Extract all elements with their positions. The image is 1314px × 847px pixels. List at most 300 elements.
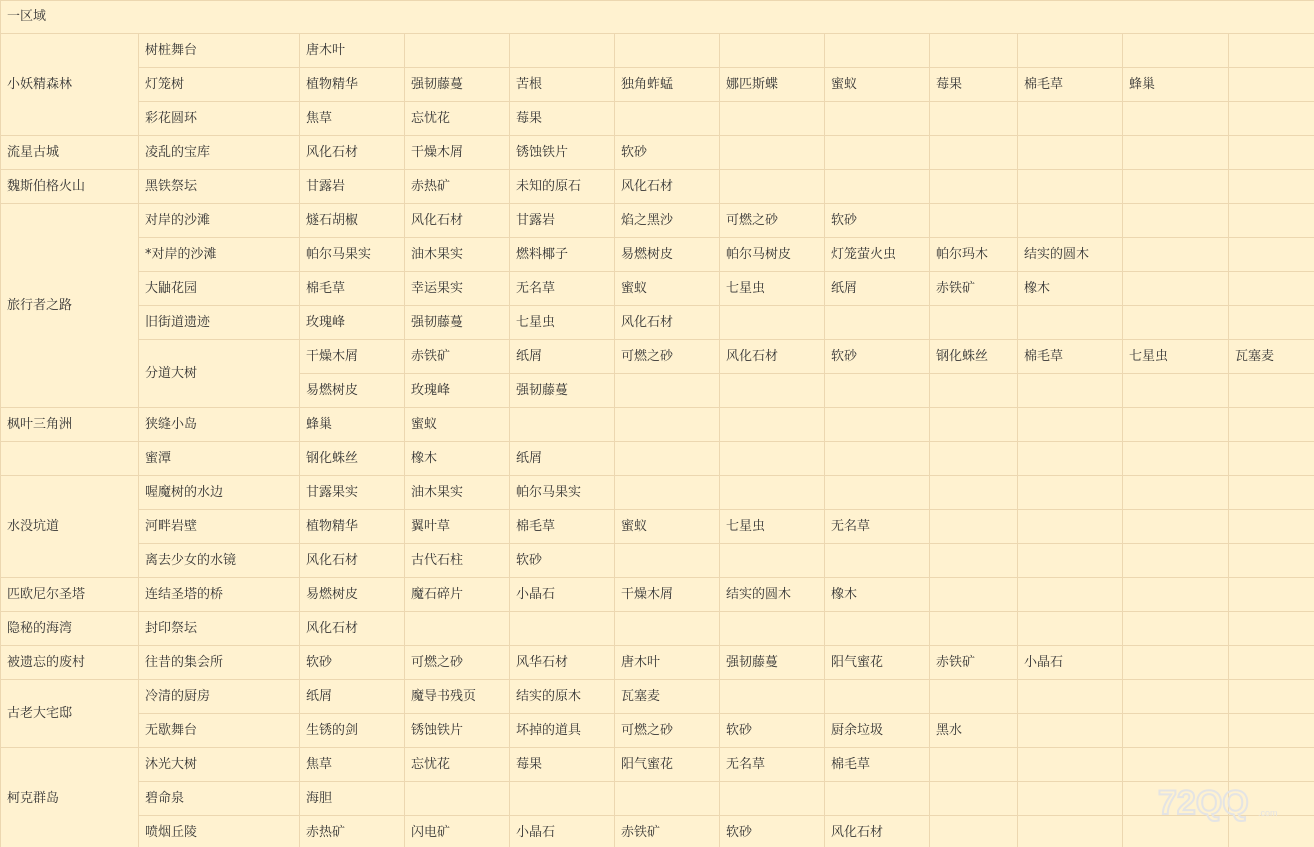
material-cell [720, 408, 825, 442]
material-cell [1123, 544, 1229, 578]
material-cell [930, 748, 1018, 782]
material-cell [930, 374, 1018, 408]
material-cell: 黑水 [930, 714, 1018, 748]
region-cell: 被遗忘的废村 [1, 646, 139, 680]
material-cell: 植物精华 [300, 510, 405, 544]
material-cell: 软砂 [825, 340, 930, 374]
material-cell [930, 476, 1018, 510]
material-cell: 无名草 [720, 748, 825, 782]
material-cell [720, 476, 825, 510]
material-cell [1018, 782, 1123, 816]
material-cell [720, 782, 825, 816]
material-cell [1229, 816, 1314, 847]
region-cell: 柯克群岛 [1, 748, 139, 847]
material-cell: 唐木叶 [300, 34, 405, 68]
material-cell [510, 34, 615, 68]
material-cell: 蜜蚁 [615, 272, 720, 306]
material-cell [930, 578, 1018, 612]
location-cell: 彩花圆环 [139, 102, 300, 136]
material-cell [1018, 816, 1123, 847]
material-cell: 阳气蜜花 [825, 646, 930, 680]
material-cell: 结实的圆木 [1018, 238, 1123, 272]
table-row [1, 578, 1314, 612]
material-cell [615, 34, 720, 68]
material-cell [1229, 374, 1314, 408]
material-cell [1018, 748, 1123, 782]
material-cell [720, 680, 825, 714]
material-cell: 魔石碎片 [405, 578, 510, 612]
table-row [1, 782, 1314, 816]
material-cell: 可燃之砂 [405, 646, 510, 680]
material-cell: 厨余垃圾 [825, 714, 930, 748]
material-cell [1229, 272, 1314, 306]
material-cell [1123, 578, 1229, 612]
material-cell [1018, 714, 1123, 748]
material-cell [720, 34, 825, 68]
material-cell: 锈蚀铁片 [510, 136, 615, 170]
material-cell: 赤铁矿 [615, 816, 720, 847]
location-cell: 沐光大树 [139, 748, 300, 782]
material-cell: 甘露果实 [300, 476, 405, 510]
material-cell: 闪电矿 [405, 816, 510, 847]
material-cell [1229, 408, 1314, 442]
location-cell: 无歇舞台 [139, 714, 300, 748]
material-cell: 易燃树皮 [615, 238, 720, 272]
material-cell [1229, 102, 1314, 136]
material-cell: 帕尔玛木 [930, 238, 1018, 272]
material-cell: 未知的原石 [510, 170, 615, 204]
material-cell: 强韧藤蔓 [510, 374, 615, 408]
material-cell: 古代石柱 [405, 544, 510, 578]
material-cell: 风化石材 [300, 136, 405, 170]
material-cell [930, 442, 1018, 476]
material-cell [1229, 306, 1314, 340]
table-row [1, 680, 1314, 714]
material-cell [1123, 272, 1229, 306]
region-cell: 流星古城 [1, 136, 139, 170]
material-cell [1018, 544, 1123, 578]
material-cell [825, 306, 930, 340]
location-cell: 往昔的集会所 [139, 646, 300, 680]
table-row [1, 816, 1314, 847]
material-cell: 魔导书残页 [405, 680, 510, 714]
table-row [1, 68, 1314, 102]
material-cell: 棉毛草 [1018, 68, 1123, 102]
material-cell: 易燃树皮 [300, 374, 405, 408]
watermark-subtext: .com [1258, 808, 1278, 818]
region-cell: 匹欧尼尔圣塔 [1, 578, 139, 612]
material-cell: 风化石材 [720, 340, 825, 374]
table-title: 一区域 [1, 1, 1314, 34]
material-cell [1123, 442, 1229, 476]
material-cell: 帕尔马树皮 [720, 238, 825, 272]
material-cell [615, 612, 720, 646]
material-cell [1229, 612, 1314, 646]
material-cell [1229, 714, 1314, 748]
material-cell [1018, 476, 1123, 510]
material-cell: 玫瑰峰 [405, 374, 510, 408]
material-cell [720, 442, 825, 476]
title-row [1, 1, 1314, 34]
material-cell: 风化石材 [615, 306, 720, 340]
location-cell: 冷清的厨房 [139, 680, 300, 714]
location-cell: 树桩舞台 [139, 34, 300, 68]
material-cell: 坏掉的道具 [510, 714, 615, 748]
material-cell [1123, 714, 1229, 748]
material-cell [1018, 374, 1123, 408]
material-cell: 蜂巢 [1123, 68, 1229, 102]
material-cell: 可燃之砂 [720, 204, 825, 238]
material-cell [930, 816, 1018, 847]
material-cell [1018, 204, 1123, 238]
material-cell: 钢化蛛丝 [300, 442, 405, 476]
material-cell: 幸运果实 [405, 272, 510, 306]
material-cell [1123, 238, 1229, 272]
material-cell: 可燃之砂 [615, 340, 720, 374]
material-cell [1229, 204, 1314, 238]
material-cell [825, 102, 930, 136]
material-cell: 干燥木屑 [300, 340, 405, 374]
material-cell [405, 612, 510, 646]
material-cell: 莓果 [930, 68, 1018, 102]
material-cell [825, 374, 930, 408]
material-cell [1018, 612, 1123, 646]
material-cell: 纸屑 [825, 272, 930, 306]
material-cell [1229, 510, 1314, 544]
material-cell [1123, 782, 1229, 816]
table-row [1, 748, 1314, 782]
material-cell: 强韧藤蔓 [720, 646, 825, 680]
location-cell: 离去少女的水镜 [139, 544, 300, 578]
material-cell: 玫瑰峰 [300, 306, 405, 340]
material-cell [1123, 510, 1229, 544]
material-cell: 瓦塞麦 [1229, 340, 1314, 374]
material-cell [825, 442, 930, 476]
material-cell: 苦根 [510, 68, 615, 102]
material-cell [930, 612, 1018, 646]
table-row [1, 102, 1314, 136]
material-cell [1229, 238, 1314, 272]
material-cell [720, 612, 825, 646]
table-row [1, 646, 1314, 680]
material-cell [1229, 578, 1314, 612]
material-cell [1123, 612, 1229, 646]
location-cell: 河畔岩壁 [139, 510, 300, 544]
location-cell: 黑铁祭坛 [139, 170, 300, 204]
material-cell: 风化石材 [615, 170, 720, 204]
material-cell: 风化石材 [405, 204, 510, 238]
material-cell [615, 408, 720, 442]
material-cell [825, 544, 930, 578]
material-cell: 七星虫 [510, 306, 615, 340]
region-cell: 旅行者之路 [1, 204, 139, 408]
material-cell: 帕尔马果实 [300, 238, 405, 272]
material-cell: 焦草 [300, 748, 405, 782]
material-cell: 干燥木屑 [405, 136, 510, 170]
material-cell: 瓦塞麦 [615, 680, 720, 714]
region-cell: 魏斯伯格火山 [1, 170, 139, 204]
material-cell [930, 306, 1018, 340]
material-cell: 赤热矿 [300, 816, 405, 847]
material-cell [825, 680, 930, 714]
material-cell: 灯笼萤火虫 [825, 238, 930, 272]
table-body [1, 1, 1314, 847]
material-cell [1123, 408, 1229, 442]
material-cell: 纸屑 [300, 680, 405, 714]
material-cell [930, 408, 1018, 442]
material-cell: 无名草 [825, 510, 930, 544]
material-cell: 小晶石 [510, 578, 615, 612]
table-row [1, 34, 1314, 68]
material-cell [615, 442, 720, 476]
location-cell: 大鼬花园 [139, 272, 300, 306]
material-cell: 干燥木屑 [615, 578, 720, 612]
material-cell [825, 136, 930, 170]
material-cell: 生锈的剑 [300, 714, 405, 748]
material-cell [825, 476, 930, 510]
region-cell: 小妖精森林 [1, 34, 139, 136]
material-cell: 钢化蛛丝 [930, 340, 1018, 374]
material-cell [1229, 136, 1314, 170]
location-cell: 连结圣塔的桥 [139, 578, 300, 612]
material-cell [1123, 374, 1229, 408]
material-cell [1229, 748, 1314, 782]
table-row [1, 272, 1314, 306]
material-cell: 忘忧花 [405, 102, 510, 136]
material-cell [720, 136, 825, 170]
material-cell [1018, 578, 1123, 612]
material-cell [930, 544, 1018, 578]
material-cell [720, 374, 825, 408]
material-cell: 风化石材 [825, 816, 930, 847]
material-cell [720, 544, 825, 578]
material-cell [825, 782, 930, 816]
material-cell: 强韧藤蔓 [405, 306, 510, 340]
material-cell: 七星虫 [720, 510, 825, 544]
table-row [1, 544, 1314, 578]
material-cell [1018, 34, 1123, 68]
table-row [1, 238, 1314, 272]
material-cell [1018, 680, 1123, 714]
material-cell: 蜜蚁 [825, 68, 930, 102]
material-cell: 结实的圆木 [720, 578, 825, 612]
table-row [1, 306, 1314, 340]
material-cell [1123, 136, 1229, 170]
table-row [1, 442, 1314, 476]
material-cell [720, 170, 825, 204]
table-row [1, 204, 1314, 238]
material-cell: 翼叶草 [405, 510, 510, 544]
material-cell: 燧石胡椒 [300, 204, 405, 238]
material-cell: 风化石材 [300, 544, 405, 578]
material-cell: 帕尔马果实 [510, 476, 615, 510]
material-cell: 橡木 [405, 442, 510, 476]
material-cell [1229, 646, 1314, 680]
material-cell [930, 782, 1018, 816]
location-cell: 分道大树 [139, 340, 300, 408]
material-cell [405, 782, 510, 816]
material-cell [615, 102, 720, 136]
material-cell [930, 204, 1018, 238]
material-cell: 软砂 [510, 544, 615, 578]
material-cell: 橡木 [825, 578, 930, 612]
material-cell: 棉毛草 [510, 510, 615, 544]
material-cell [510, 408, 615, 442]
material-cell: 小晶石 [510, 816, 615, 847]
location-cell: *对岸的沙滩 [139, 238, 300, 272]
location-cell: 凌乱的宝库 [139, 136, 300, 170]
material-cell [930, 102, 1018, 136]
material-cell [1123, 170, 1229, 204]
material-cell [1018, 136, 1123, 170]
material-cell: 阳气蜜花 [615, 748, 720, 782]
material-cell [1123, 102, 1229, 136]
material-cell [1018, 510, 1123, 544]
material-cell: 油木果实 [405, 238, 510, 272]
material-cell: 赤热矿 [405, 170, 510, 204]
material-cell: 甘露岩 [300, 170, 405, 204]
material-cell [1229, 782, 1314, 816]
material-cell: 软砂 [825, 204, 930, 238]
material-cell [1018, 102, 1123, 136]
material-cell: 蜂巢 [300, 408, 405, 442]
material-cell: 娜匹斯蝶 [720, 68, 825, 102]
material-cell: 可燃之砂 [615, 714, 720, 748]
material-cell: 纸屑 [510, 442, 615, 476]
material-cell [1123, 680, 1229, 714]
material-cell [1018, 170, 1123, 204]
material-cell: 软砂 [720, 816, 825, 847]
material-cell [825, 612, 930, 646]
material-cell [510, 612, 615, 646]
watermark-text: 72QQ [1158, 784, 1249, 822]
material-cell: 棉毛草 [1018, 340, 1123, 374]
material-cell: 七星虫 [1123, 340, 1229, 374]
material-cell [615, 544, 720, 578]
material-cell: 无名草 [510, 272, 615, 306]
material-cell: 风化石材 [300, 612, 405, 646]
material-cell: 海胆 [300, 782, 405, 816]
location-cell: 喔魔树的水边 [139, 476, 300, 510]
material-cell: 纸屑 [510, 340, 615, 374]
table-row [1, 170, 1314, 204]
location-cell: 喷烟丘陵 [139, 816, 300, 847]
material-cell [930, 680, 1018, 714]
table-row [1, 714, 1314, 748]
location-cell: 蜜潭 [139, 442, 300, 476]
material-cell: 莓果 [510, 748, 615, 782]
material-cell: 蜜蚁 [405, 408, 510, 442]
material-cell: 赤铁矿 [930, 646, 1018, 680]
material-cell [1229, 544, 1314, 578]
material-cell [615, 476, 720, 510]
table-row [1, 136, 1314, 170]
material-cell: 忘忧花 [405, 748, 510, 782]
location-cell: 灯笼树 [139, 68, 300, 102]
material-cell [1123, 816, 1229, 847]
material-cell [1229, 442, 1314, 476]
material-cell: 橡木 [1018, 272, 1123, 306]
material-cell: 焰之黑沙 [615, 204, 720, 238]
material-cell [510, 782, 615, 816]
region-cell: 水没坑道 [1, 476, 139, 578]
material-cell [825, 408, 930, 442]
material-cell: 七星虫 [720, 272, 825, 306]
region-cell: 古老大宅邸 [1, 680, 139, 748]
material-cell [1123, 306, 1229, 340]
material-cell [930, 136, 1018, 170]
material-cell: 易燃树皮 [300, 578, 405, 612]
material-cell: 独角蚱蜢 [615, 68, 720, 102]
table-row [1, 510, 1314, 544]
location-cell: 碧命泉 [139, 782, 300, 816]
material-cell: 焦草 [300, 102, 405, 136]
material-cell [1123, 34, 1229, 68]
material-cell: 植物精华 [300, 68, 405, 102]
material-cell [930, 170, 1018, 204]
material-cell: 锈蚀铁片 [405, 714, 510, 748]
material-cell [1123, 204, 1229, 238]
material-cell: 甘露岩 [510, 204, 615, 238]
material-cell: 软砂 [720, 714, 825, 748]
location-cell: 旧街道遗迹 [139, 306, 300, 340]
material-cell [825, 34, 930, 68]
region-cell: 隐秘的海湾 [1, 612, 139, 646]
table-row [1, 408, 1314, 442]
material-cell: 软砂 [615, 136, 720, 170]
material-cell [825, 170, 930, 204]
location-cell: 封印祭坛 [139, 612, 300, 646]
material-cell: 唐木叶 [615, 646, 720, 680]
location-cell: 狭缝小岛 [139, 408, 300, 442]
material-cell [930, 510, 1018, 544]
material-cell [930, 34, 1018, 68]
region-cell [1, 442, 139, 476]
material-cell [1229, 476, 1314, 510]
material-cell [1018, 306, 1123, 340]
material-cell: 蜜蚁 [615, 510, 720, 544]
material-cell [1123, 748, 1229, 782]
material-cell [615, 374, 720, 408]
material-cell [720, 102, 825, 136]
material-cell: 强韧藤蔓 [405, 68, 510, 102]
table-row [1, 476, 1314, 510]
location-cell: 对岸的沙滩 [139, 204, 300, 238]
material-cell [615, 782, 720, 816]
material-cell: 赤铁矿 [405, 340, 510, 374]
material-cell: 软砂 [300, 646, 405, 680]
material-cell: 燃料椰子 [510, 238, 615, 272]
material-cell [1229, 68, 1314, 102]
material-cell [1229, 680, 1314, 714]
material-cell: 赤铁矿 [930, 272, 1018, 306]
material-cell [1018, 442, 1123, 476]
material-cell [1123, 646, 1229, 680]
material-cell: 棉毛草 [300, 272, 405, 306]
material-cell: 风华石材 [510, 646, 615, 680]
material-cell [405, 34, 510, 68]
material-cell: 莓果 [510, 102, 615, 136]
region-cell: 枫叶三角洲 [1, 408, 139, 442]
material-cell: 棉毛草 [825, 748, 930, 782]
material-cell [720, 306, 825, 340]
material-cell [1229, 170, 1314, 204]
material-cell [1123, 476, 1229, 510]
material-cell: 油木果实 [405, 476, 510, 510]
material-cell [1018, 408, 1123, 442]
material-cell: 小晶石 [1018, 646, 1123, 680]
material-cell: 结实的原木 [510, 680, 615, 714]
